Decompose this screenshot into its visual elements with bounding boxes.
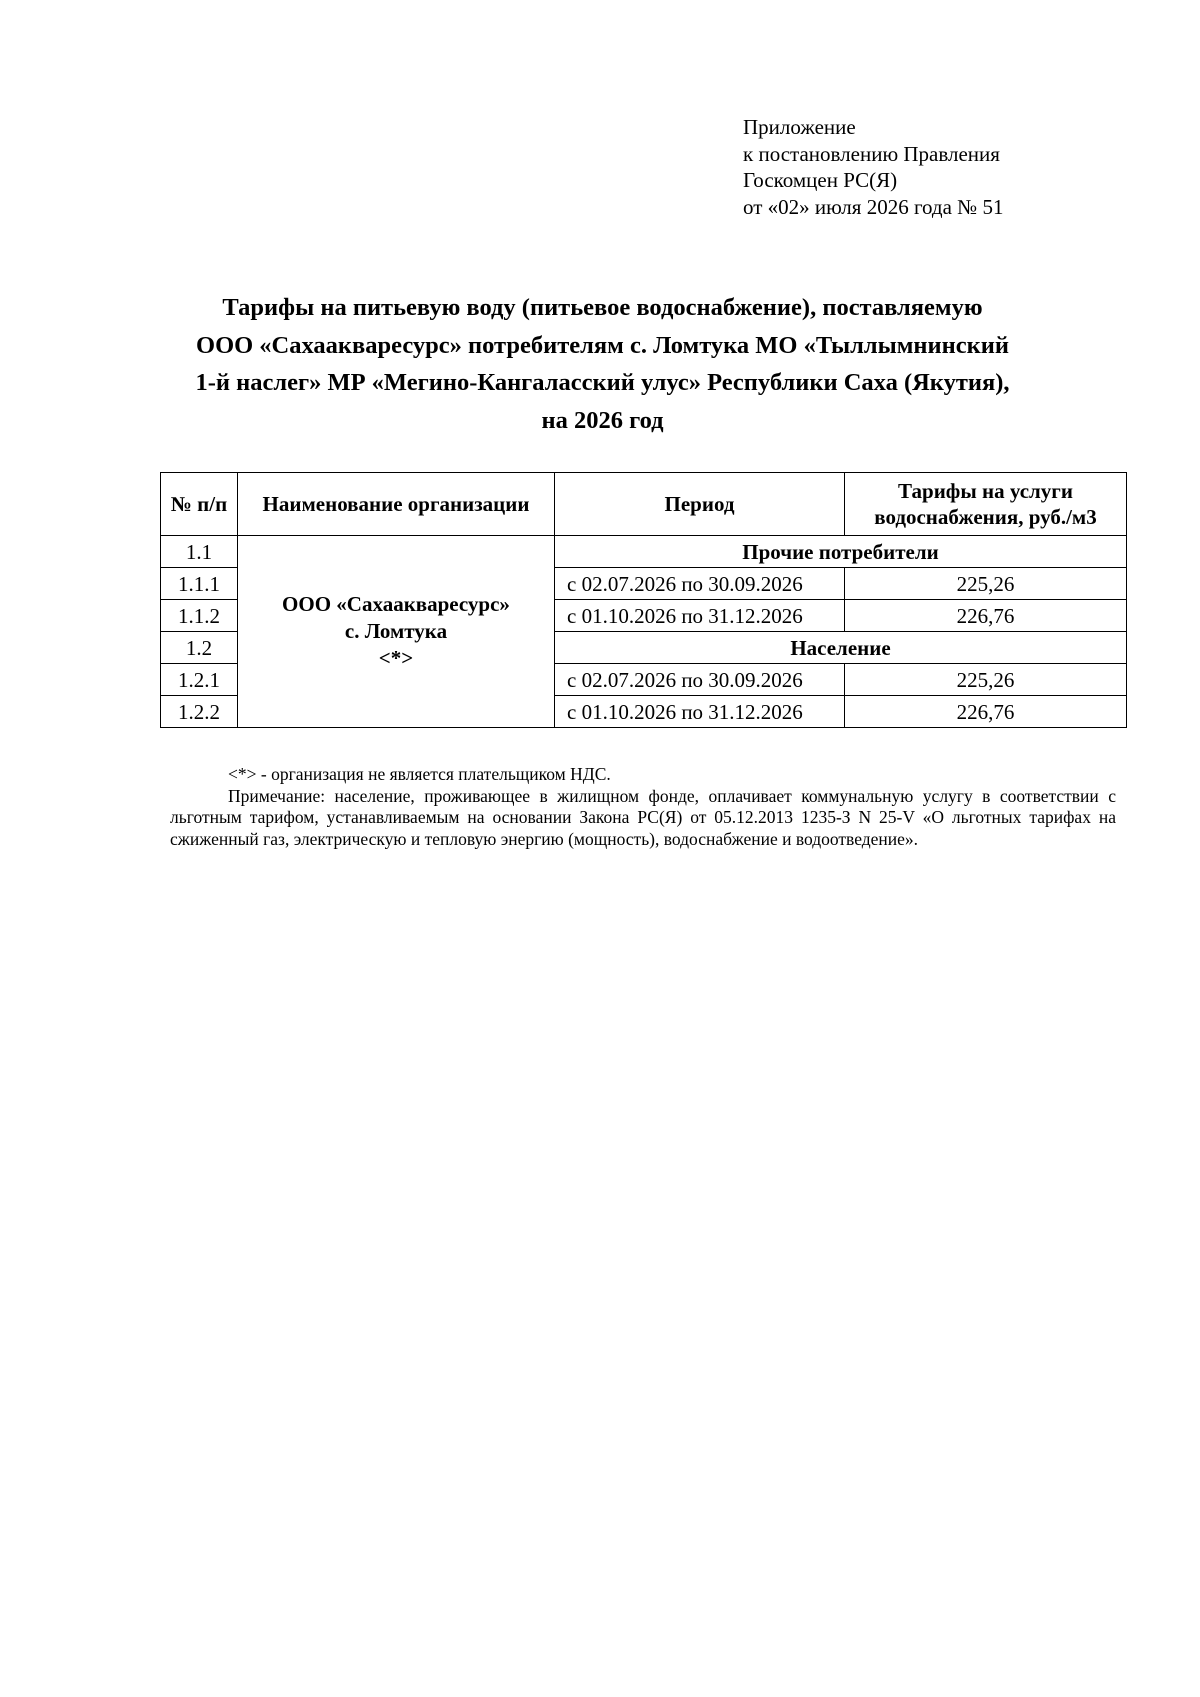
organization-name: ООО «Сахааквaресурс» — [282, 592, 510, 616]
row-period: с 01.10.2026 по 31.12.2026 — [555, 600, 845, 632]
title-line: Тарифы на питьевую воду (питьевое водоснабжение), поставляемую — [222, 294, 983, 321]
organization-cell — [238, 536, 555, 728]
header-period: Период — [555, 473, 845, 536]
row-tariff: 226,76 — [845, 696, 1127, 728]
appendix-block — [743, 114, 1143, 220]
row-num: 1.1.2 — [161, 600, 238, 632]
row-period: с 02.07.2026 по 30.09.2026 — [555, 664, 845, 696]
vat-note: <*> - организация не является плательщиком НДС. — [228, 764, 611, 784]
row-num: 1.2.1 — [161, 664, 238, 696]
table-row — [161, 536, 1127, 568]
header-num: № п/п — [161, 473, 238, 536]
appendix-line: к постановлению Правления — [743, 141, 1000, 166]
notes-block — [170, 764, 1116, 850]
group-label: Прочие потребители — [555, 536, 1127, 568]
row-num: 1.2.2 — [161, 696, 238, 728]
title-line: на 2026 год — [541, 406, 664, 434]
row-num: 1.2 — [161, 632, 238, 664]
row-num: 1.1.1 — [161, 568, 238, 600]
row-tariff: 225,26 — [845, 664, 1127, 696]
appendix-line: Приложение — [743, 115, 856, 139]
organization-mark: <*> — [378, 646, 414, 670]
header-tariff: Тарифы на услуги водоснабжения, руб./м3 — [845, 473, 1127, 536]
row-period: с 01.10.2026 по 31.12.2026 — [555, 696, 845, 728]
group-label: Население — [555, 632, 1127, 664]
appendix-line: Госкомцен РС(Я) — [743, 168, 898, 192]
remark-note: Примечание: население, проживающее в жилищном фонде, оплачивает коммунальную услугу в соответствии с льготным тарифом, устанавливаемым на основании Закона РС(Я) от 05.12.2013 1235-З N 25-V «О льготных тарифах на сжиженный газ, электрическую и тепловую энергию (мощность), водоснабжение и водоотведение». — [170, 785, 1116, 849]
title-line: ООО «Сахааквaресурс» потребителям с. Ломтука МО «Тыллымнинский — [196, 331, 1009, 359]
row-tariff: 225,26 — [845, 568, 1127, 600]
organization-location: с. Ломтука — [344, 619, 448, 643]
appendix-line: от «02» июля 2026 года № 51 — [743, 194, 1004, 219]
row-period: с 02.07.2026 по 30.09.2026 — [555, 568, 845, 600]
document-title — [150, 289, 1055, 439]
row-tariff: 226,76 — [845, 600, 1127, 632]
tariff-table — [160, 472, 1127, 728]
title-line: 1-й наслег» МР «Мегино-Кангаласский улус» Республики Саха (Якутия), — [195, 369, 1010, 396]
header-org: Наименование организации — [238, 473, 555, 536]
row-num: 1.1 — [161, 536, 238, 568]
table-header-row — [161, 473, 1127, 536]
